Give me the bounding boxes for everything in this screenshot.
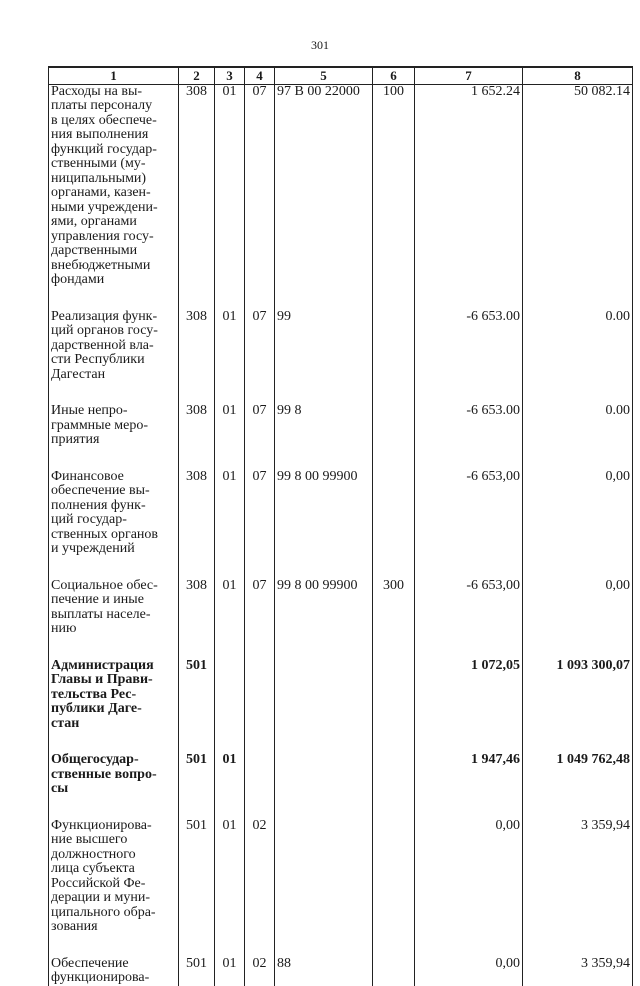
row-code-section: 01 bbox=[215, 84, 245, 310]
row-code-expense-type bbox=[373, 753, 415, 819]
row-amount-change: -6 653.00 bbox=[415, 404, 523, 470]
row-amount-change: 1 652.24 bbox=[415, 84, 523, 310]
row-code-subsection: 07 bbox=[245, 579, 275, 659]
row-amount-change: 1 947,46 bbox=[415, 753, 523, 819]
row-code-expense-type bbox=[373, 819, 415, 957]
row-code-ministry: 501 bbox=[179, 819, 215, 957]
row-code-subsection bbox=[245, 659, 275, 754]
row-code-target-article bbox=[275, 819, 373, 957]
row-code-ministry: 308 bbox=[179, 84, 215, 310]
row-code-ministry: 308 bbox=[179, 404, 215, 470]
row-code-subsection: 02 bbox=[245, 957, 275, 986]
row-code-expense-type bbox=[373, 470, 415, 579]
row-code-target-article: 97 В 00 22000 bbox=[275, 84, 373, 310]
column-header: 6 bbox=[373, 67, 415, 84]
table-row bbox=[49, 404, 633, 470]
row-code-section bbox=[215, 659, 245, 754]
row-code-ministry: 501 bbox=[179, 659, 215, 754]
row-code-ministry: 501 bbox=[179, 957, 215, 986]
table-row bbox=[49, 819, 633, 957]
row-code-section: 01 bbox=[215, 819, 245, 957]
row-name: Общегосудар- ственные вопро- сы bbox=[49, 753, 179, 819]
column-header: 3 bbox=[215, 67, 245, 84]
row-name: Обеспечение функционирова- bbox=[49, 957, 179, 986]
row-name: Финансовое обеспечение вы- полнения функ- ций государ- ственных органов и учреждений bbox=[49, 470, 179, 579]
header-row bbox=[49, 67, 633, 84]
row-amount-change: 0,00 bbox=[415, 819, 523, 957]
row-code-target-article: 99 8 bbox=[275, 404, 373, 470]
column-header: 8 bbox=[523, 67, 633, 84]
row-code-section: 01 bbox=[215, 470, 245, 579]
row-code-target-article: 99 8 00 99900 bbox=[275, 579, 373, 659]
budget-table bbox=[48, 66, 633, 986]
row-amount-total: 50 082.14 bbox=[523, 84, 633, 310]
row-code-expense-type bbox=[373, 659, 415, 754]
row-name: Социальное обес- печение и иные выплаты населе- нию bbox=[49, 579, 179, 659]
row-name: Реализация функ- ций органов госу- дарственной вла- сти Республики Дагестан bbox=[49, 310, 179, 405]
row-amount-change: -6 653.00 bbox=[415, 310, 523, 405]
row-code-target-article bbox=[275, 753, 373, 819]
row-amount-total: 0.00 bbox=[523, 404, 633, 470]
row-code-section: 01 bbox=[215, 753, 245, 819]
row-code-subsection: 07 bbox=[245, 470, 275, 579]
row-code-subsection: 07 bbox=[245, 310, 275, 405]
row-code-expense-type: 300 bbox=[373, 579, 415, 659]
table-row bbox=[49, 310, 633, 405]
table-row bbox=[49, 957, 633, 986]
column-header: 1 bbox=[49, 67, 179, 84]
row-amount-total: 0,00 bbox=[523, 470, 633, 579]
column-header: 4 bbox=[245, 67, 275, 84]
row-code-subsection: 07 bbox=[245, 84, 275, 310]
row-code-subsection bbox=[245, 753, 275, 819]
table-row bbox=[49, 579, 633, 659]
row-code-target-article bbox=[275, 659, 373, 754]
row-amount-change: -6 653,00 bbox=[415, 470, 523, 579]
row-code-ministry: 308 bbox=[179, 470, 215, 579]
row-code-section: 01 bbox=[215, 957, 245, 986]
row-code-expense-type bbox=[373, 310, 415, 405]
row-amount-total: 0.00 bbox=[523, 310, 633, 405]
row-name: Иные непро- граммные меро- приятия bbox=[49, 404, 179, 470]
row-amount-total: 3 359,94 bbox=[523, 819, 633, 957]
row-amount-total: 0,00 bbox=[523, 579, 633, 659]
row-code-subsection: 07 bbox=[245, 404, 275, 470]
table-row bbox=[49, 84, 633, 310]
row-code-expense-type bbox=[373, 957, 415, 986]
row-code-ministry: 501 bbox=[179, 753, 215, 819]
column-header: 2 bbox=[179, 67, 215, 84]
row-code-target-article: 88 bbox=[275, 957, 373, 986]
column-header: 5 bbox=[275, 67, 373, 84]
column-header: 7 bbox=[415, 67, 523, 84]
row-code-ministry: 308 bbox=[179, 310, 215, 405]
row-code-subsection: 02 bbox=[245, 819, 275, 957]
table-row bbox=[49, 470, 633, 579]
row-code-section: 01 bbox=[215, 310, 245, 405]
row-name: Администрация Главы и Прави- тельства Рес- публики Даге- стан bbox=[49, 659, 179, 754]
row-code-ministry: 308 bbox=[179, 579, 215, 659]
row-code-target-article: 99 bbox=[275, 310, 373, 405]
row-amount-total: 3 359,94 bbox=[523, 957, 633, 986]
page-number: 301 bbox=[311, 38, 329, 52]
row-code-section: 01 bbox=[215, 404, 245, 470]
row-name: Расходы на вы- платы персоналу в целях обеспече- ния выполнения функций государ- ственными (му- ниципальными) органами, казен- ными учреждени- ями, органами управления госу- дарственными внебюджетными фондами bbox=[49, 84, 179, 310]
row-amount-total: 1 049 762,48 bbox=[523, 753, 633, 819]
row-name: Функционирова- ние высшего должностного лица субъекта Российской Фе- дерации и муни- ципального обра- зования bbox=[49, 819, 179, 957]
row-amount-change: 1 072,05 bbox=[415, 659, 523, 754]
row-code-expense-type bbox=[373, 404, 415, 470]
row-code-target-article: 99 8 00 99900 bbox=[275, 470, 373, 579]
row-code-section: 01 bbox=[215, 579, 245, 659]
row-amount-change: -6 653,00 bbox=[415, 579, 523, 659]
row-amount-change: 0,00 bbox=[415, 957, 523, 986]
table-row bbox=[49, 659, 633, 754]
table-row bbox=[49, 753, 633, 819]
row-code-expense-type: 100 bbox=[373, 84, 415, 310]
row-amount-total: 1 093 300,07 bbox=[523, 659, 633, 754]
